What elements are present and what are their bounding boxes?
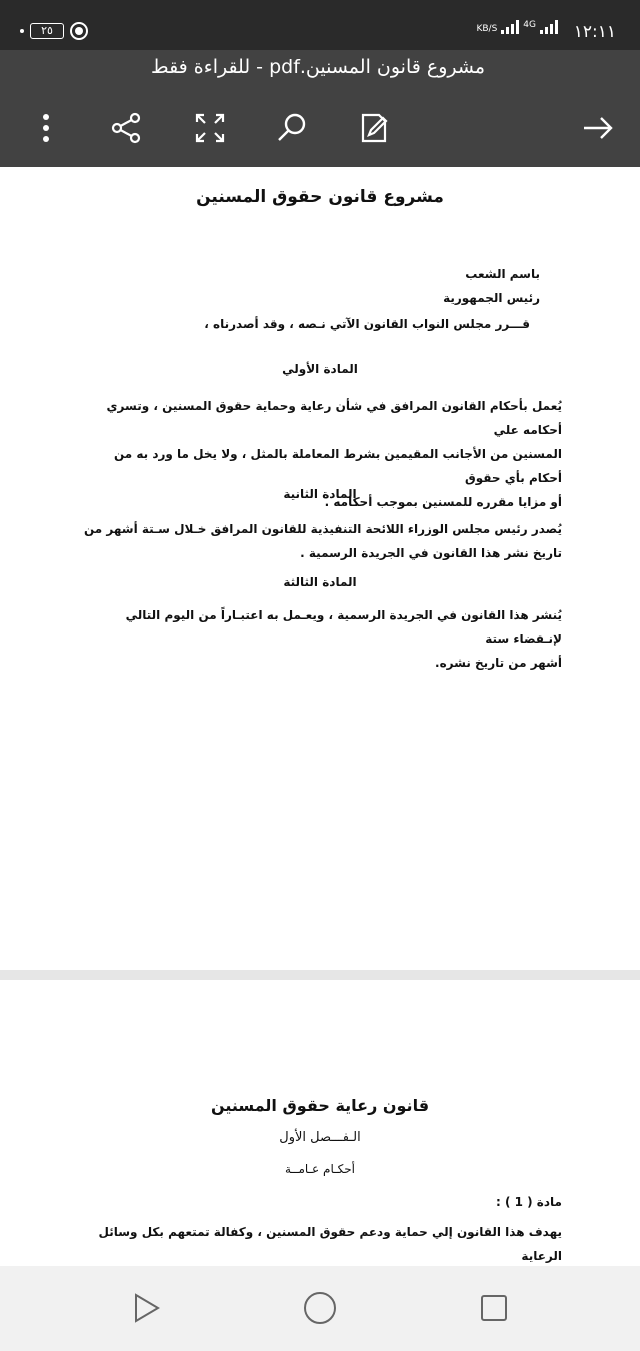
network-indicator <box>476 20 558 34</box>
back-triangle-icon[interactable] <box>128 1290 164 1326</box>
section-heading: أحكـام عـامــة <box>284 1162 356 1176</box>
system-nav-bar <box>0 1266 640 1351</box>
law-title: قانون رعاية حقوق المسنين <box>210 1096 430 1115</box>
search-icon[interactable] <box>272 108 312 148</box>
text-line: يُعمل بأحكام القانون المرافق في شأن رعاية وحماية حقوق المسنين ، وتسري أحكامه علي <box>106 399 562 437</box>
clock: ١٢:١١ <box>573 22 616 42</box>
battery-indicator: ٢٥ <box>30 23 64 39</box>
more-vert-icon[interactable] <box>26 108 66 148</box>
network-speed: KB/S <box>476 24 498 34</box>
share-icon[interactable] <box>106 108 146 148</box>
article-3-text <box>77 603 562 675</box>
text-line: يُصدر رئيس مجلس الوزراء اللائحة التنفيذية للقانون المرافق خـلال سـتة أشهر من <box>84 522 562 536</box>
text-line: يُنشر هذا القانون في الجريدة الرسمية ، ويعـمل به اعتبـاراً من اليوم التالي لإنـقضاء ستة <box>125 608 562 646</box>
status-left-cluster <box>20 22 88 40</box>
chapter-heading: الـفـــصل الأول <box>279 1130 361 1145</box>
notification-dot-icon <box>20 29 24 33</box>
document-title: مشروع قانون المسنين.pdf - للقراءة فقط <box>151 56 485 78</box>
text-line: المسنين من الأجانب المقيمين بشرط المعاملة بالمثل ، ولا يخل ما ورد به من أحكام بأي حقوق <box>113 447 562 485</box>
forward-arrow-icon[interactable] <box>578 108 618 148</box>
recents-square-icon[interactable] <box>476 1290 512 1326</box>
edit-icon[interactable] <box>354 108 394 148</box>
article-heading: المادة الثالثة <box>283 575 357 589</box>
article-2-text <box>77 517 562 565</box>
fullscreen-icon[interactable] <box>190 108 230 148</box>
article-label: مادة ( 1 ) : <box>495 1195 562 1209</box>
preamble-line-2: رئيس الجمهورية <box>443 291 540 305</box>
preamble-line-1: باسم الشعب <box>465 267 540 281</box>
signal-icon-2 <box>540 20 558 34</box>
text-line: أو مزايا مقرره للمسنين بموجب أحكامه . <box>324 495 562 509</box>
app-title-bar <box>0 50 640 90</box>
text-line: يهدف هذا القانون إلي حماية ودعم حقوق المسنين ، وكفالة تمتعهم بكل وسائل الرعاية <box>98 1225 562 1263</box>
article-heading: المادة الأولي <box>282 362 358 376</box>
pdf-page-1 <box>0 167 640 970</box>
text-line: أشهر من تاريخ نشره. <box>435 656 562 670</box>
pdf-page-2 <box>0 980 640 1270</box>
page-title: مشروع قانون حقوق المسنين <box>196 187 444 207</box>
status-bar <box>0 0 640 50</box>
signal-icon <box>501 20 519 34</box>
network-type: 4G <box>523 20 536 30</box>
pdf-toolbar <box>0 90 640 167</box>
home-circle-icon[interactable] <box>302 1290 338 1326</box>
record-icon <box>70 22 88 40</box>
preamble-line-3: قـــرر مجلس النواب القانون الآتي نـصه ، وقد أصدرناه ، <box>204 317 530 331</box>
article-heading: المادة الثانية <box>283 487 357 501</box>
text-line: تاريخ نشر هذا القانون في الجريدة الرسمية . <box>300 546 562 560</box>
